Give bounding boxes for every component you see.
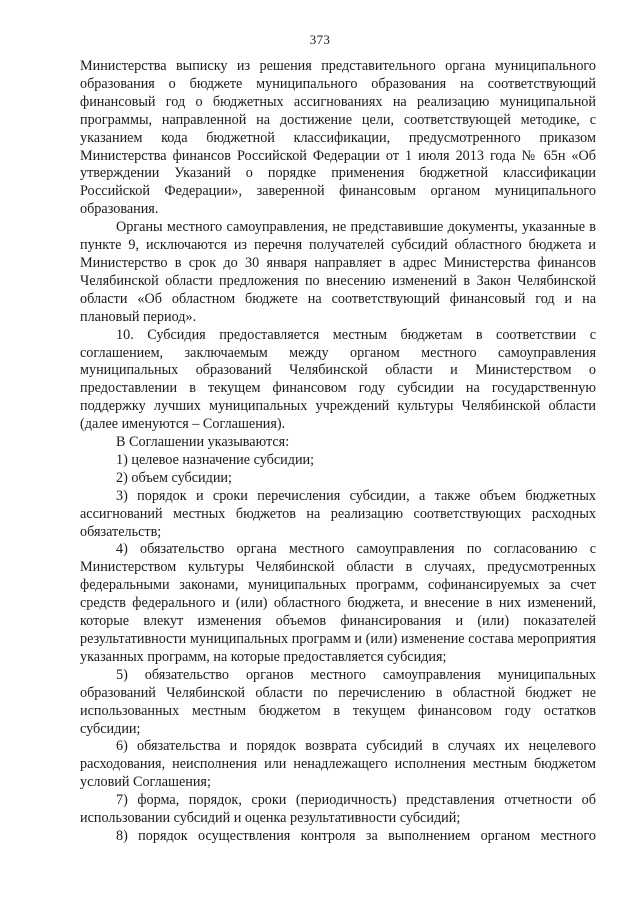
paragraph: В Соглашении указываются: [116, 434, 290, 451]
list-item: 6) обязательства и порядок возврата субсидий в случаях их нецелевого расходования, неисполнения или ненадлежащего исполнения местным бюджетом условий Соглашения; [80, 738, 596, 791]
list-item: 1) целевое назначение субсидии; [116, 451, 315, 468]
list-item: 3) порядок и сроки перечисления субсидии, а также объем бюджетных ассигнований местных бюджетов на реализацию соответствующих расходных обязательств; [80, 487, 596, 540]
paragraph: Органы местного самоуправления, не представившие документы, указанные в пункте 9, исключаются из перечня получателей субсидий областного бюджета и Министерство в срок до 30 января направляет в адрес Министерства финансов Челябинской области предложения по внесению изменений в Закон Челябинской области «Об областном бюджете на соответствующий финансовый год и на плановый период». [80, 219, 596, 325]
page-number: 373 [309, 32, 331, 47]
document-body [80, 58, 596, 846]
list-item: 4) обязательство органа местного самоуправления по согласованию с Министерством культуры Челябинской области в случаях, предусмотренных федеральными законами, муниципальных программ, софинансируемых за счет средств федерального и (или) областного бюджета, и внесение в них изменений, которые влекут изменения объемов финансирования и (или) показателей результативности муниципальных программ и (или) изменение состава мероприятия указанных программ, на которые предоставляется субсидия; [80, 541, 596, 665]
list-item: 8) порядок осуществления контроля за выполнением органом местного [116, 827, 596, 844]
paragraph: Министерства выписку из решения представительного органа муниципального образования о бюджете муниципального образования на соответствующий финансовый год о бюджетных ассигнованиях на реализацию муниципальной программы, направленной на достижение цели, соответствующей методике, с указанием кода бюджетной классификации, предусмотренного приказом Министерства финансов Российской Федерации от 1 июля 2013 года № 65н «Об утверждении Указаний о порядке применения бюджетной классификации Российской Федерации», заверенной финансовым органом муниципального образования. [80, 58, 596, 218]
paragraph: 10. Субсидия предоставляется местным бюджетам в соответствии с соглашением, заключаемым между органом местного самоуправления муниципальных образований Челябинской области и Министерством о предоставлении в текущем финансовом году субсидии на государственную поддержку лучших муниципальных учреждений культуры Челябинской области (далее именуются – Соглашения). [80, 326, 596, 433]
list-item: 5) обязательство органов местного самоуправления муниципальных образований Челябинской области по перечислению в областной бюджет не использованных местным бюджетом в текущем финансовом году остатков субсидии; [80, 666, 596, 737]
list-item: 2) объем субсидии; [116, 469, 232, 486]
list-item: 7) форма, порядок, сроки (периодичность) представления отчетности об использовании субсидий и оценка результативности субсидий; [80, 792, 596, 827]
